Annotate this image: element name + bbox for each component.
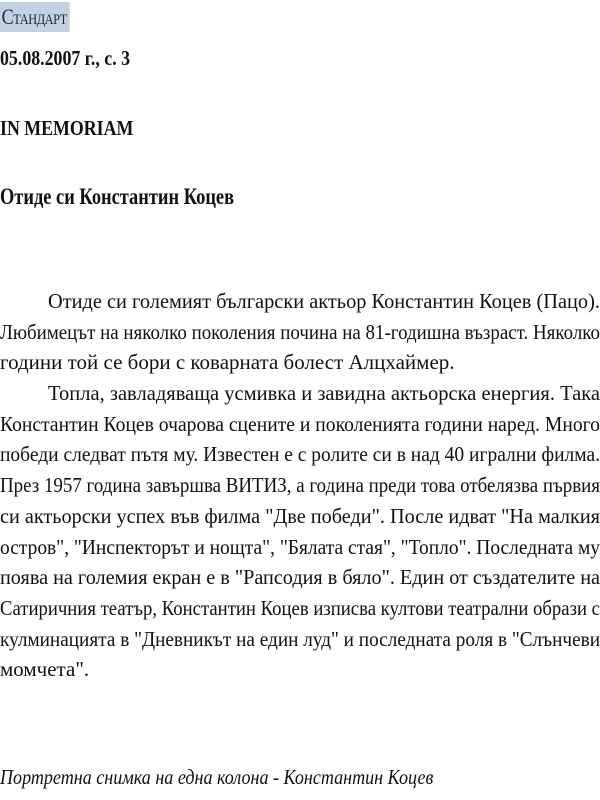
article-body	[0, 286, 600, 685]
body-line: години той се бори с коварната болест Алцхаймер.	[0, 350, 455, 375]
body-line: поява на големия екран е в "Рапсодия в бяло". Един от създателите на	[0, 565, 600, 590]
date-page-line: 05.08.2007 г., с. 3	[0, 46, 131, 70]
body-line: Топла, завладяваща усмивка и завидна актьорска енергия. Така	[48, 381, 600, 406]
body-line: Отиде си големият български актьор Константин Коцев (Пацо).	[48, 289, 600, 313]
body-line: Любимецът на няколко поколения почина на 81-годишна възраст. Няколко	[0, 319, 600, 344]
photo-caption: Портретна снимка на една колона - Константин Коцев	[0, 765, 434, 789]
source-label: Стандарт	[0, 2, 69, 32]
body-line: момчета".	[0, 657, 90, 682]
body-line: остров", "Инспекторът и нощта", "Бялата стая", "Топло". Последната му	[0, 534, 600, 559]
body-line: Константин Коцев очарова сцените и поколенията години наред. Много	[0, 411, 600, 436]
body-line: победи следват пътя му. Известен е с ролите си в над 40 игрални филма.	[0, 442, 600, 467]
body-line: кулминацията в "Дневникът на един луд" и последната роля в "Слънчеви	[0, 626, 600, 651]
rubric-heading: IN MEMORIAM	[0, 116, 134, 140]
body-line: През 1957 година завършва ВИТИЗ, а година преди това отбелязва първия	[0, 473, 600, 498]
body-line: Сатиричния театър, Константин Коцев изписва култови театрални образи с	[0, 595, 600, 620]
article-headline: Отиде си Константин Коцев	[0, 184, 235, 209]
body-line: си актьорски успех във филма "Две победи". После идват "На малкия	[0, 503, 600, 528]
